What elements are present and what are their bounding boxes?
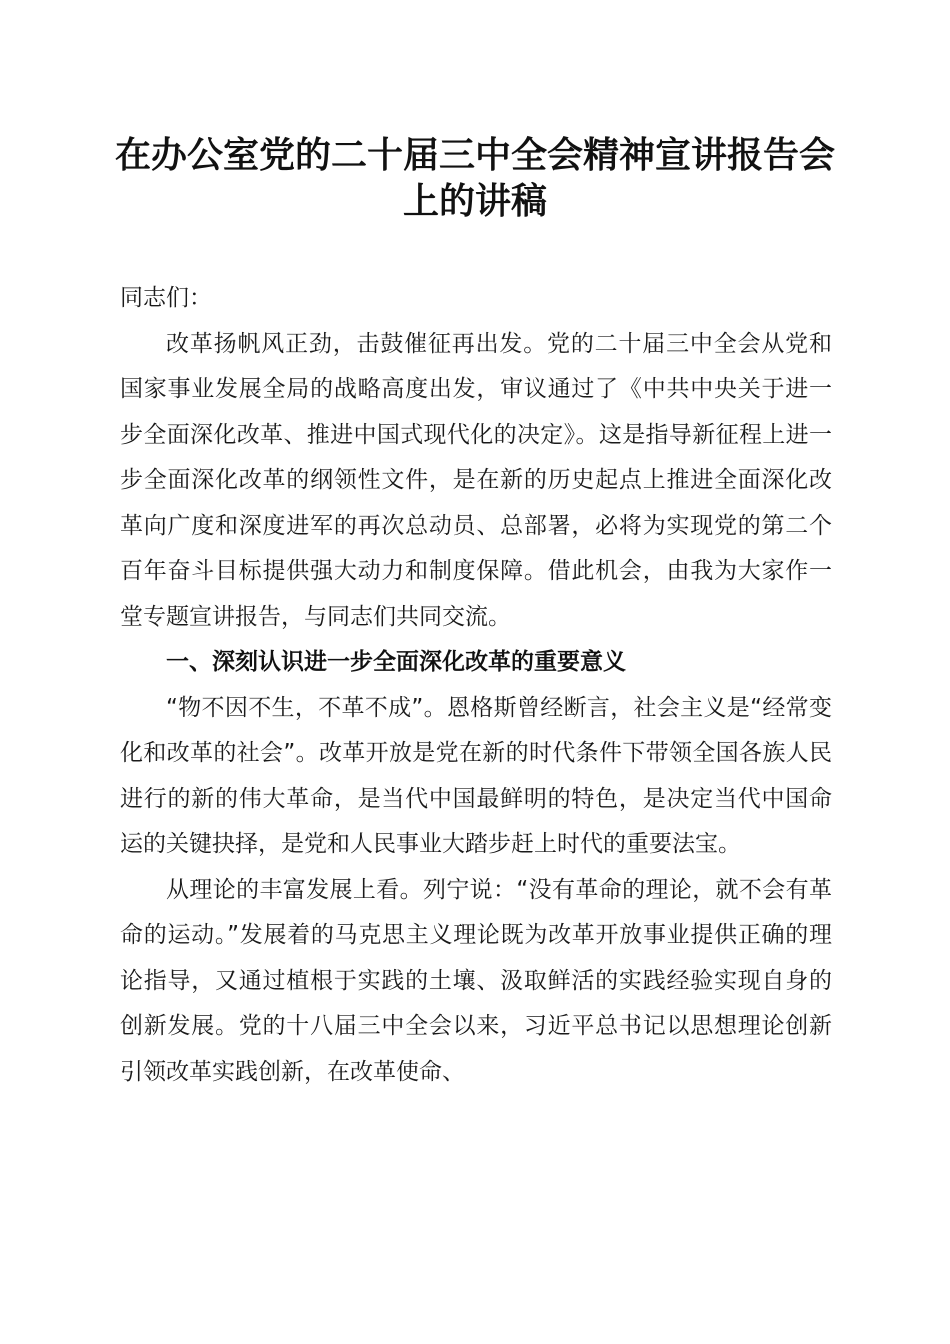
body-paragraph: “物不因不生，不革不成”。恩格斯曾经断言，社会主义是“经常变化和改革的社会”。改革开放是党在新的时代条件下带领全国各族人民进行的新的伟大革命，是当代中国最鲜明的特色，是决定当代中国命运的关键抉择，是党和人民事业大踏步赶上时代的重要法宝。 (120, 694, 832, 857)
section-heading: 一、深刻认识进一步全面深化改革的重要意义 (166, 649, 626, 675)
salutation: 同志们： (120, 285, 212, 311)
body-paragraph: 从理论的丰富发展上看。列宁说：“没有革命的理论，就不会有革命的运动。”发展着的马克思主义理论既为改革开放事业提供正确的理论指导，又通过植根于实践的土壤、汲取鲜活的实践经验实现自身的创新发展。党的十八届三中全会以来，习近平总书记以思想理论创新引领改革实践创新，在改革使命、 (120, 876, 832, 1085)
document-body (120, 276, 832, 1095)
document-title: 在办公室党的二十届三中全会精神宣讲报告会上的讲稿 (114, 134, 835, 222)
intro-paragraph: 改革扬帆风正劲，击鼓催征再出发。党的二十届三中全会从党和国家事业发展全局的战略高度出发，审议通过了《中共中央关于进一步全面深化改革、推进中国式现代化的决定》。这是指导新征程上进一步全面深化改革的纲领性文件，是在新的历史起点上推进全面深化改革向广度和深度进军的再次总动员、总部署，必将为实现党的第二个百年奋斗目标提供强大动力和制度保障。借此机会，由我为大家作一堂专题宣讲报告，与同志们共同交流。 (120, 330, 832, 630)
